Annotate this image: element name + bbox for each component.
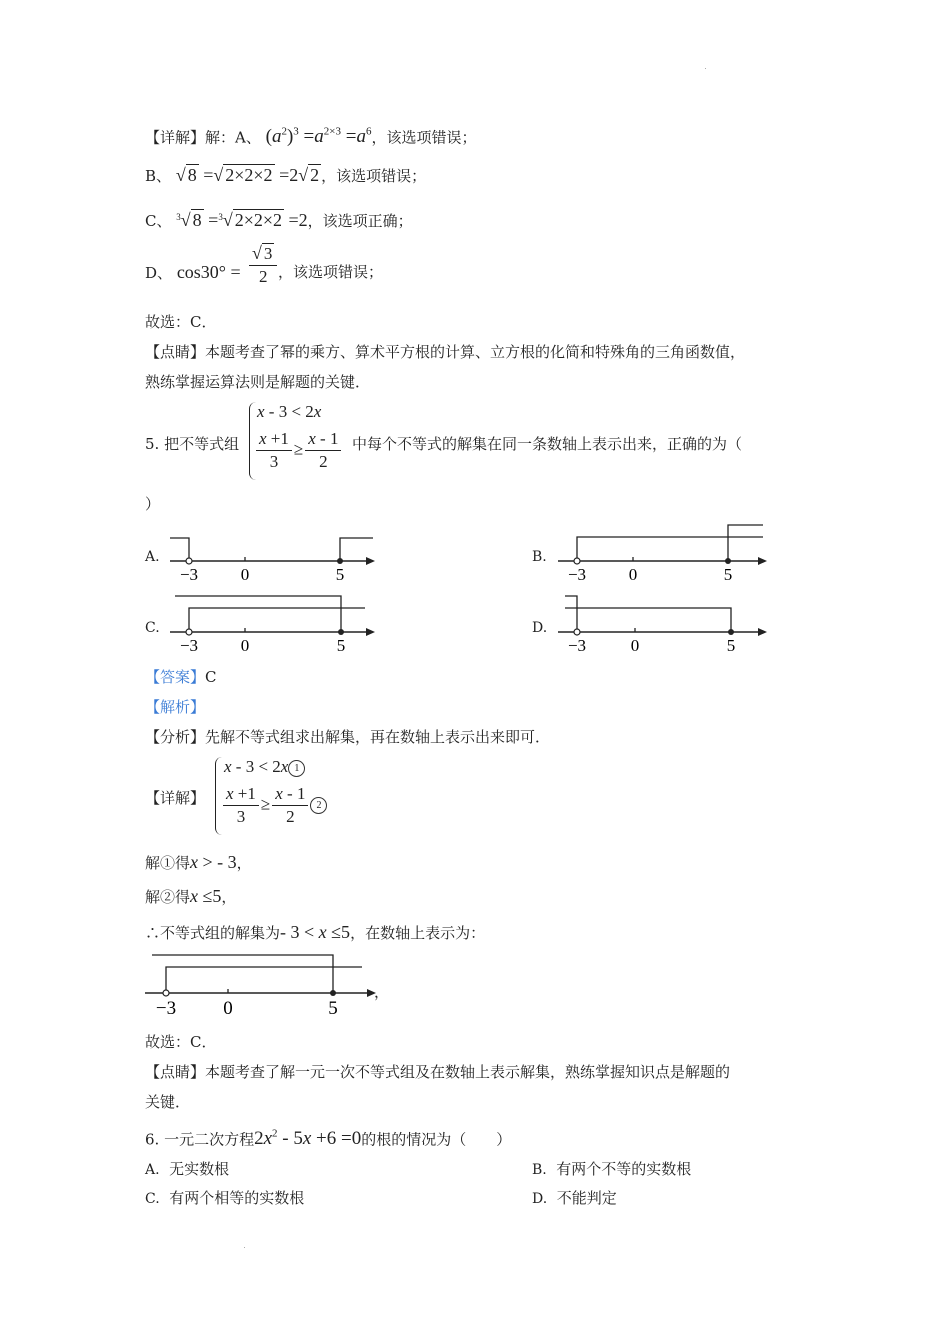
q5-answer-label: 【答案】 bbox=[145, 668, 206, 686]
q5-option-b-tick-0: 0 bbox=[628, 565, 638, 584]
q6-option-c bbox=[145, 1188, 304, 1209]
circle-one-marker: 1 bbox=[288, 760, 305, 777]
q4-choice: 故选：C． bbox=[145, 313, 217, 331]
q6-option-d bbox=[532, 1188, 617, 1209]
q4-comment-label: 【点睛】 bbox=[145, 343, 206, 361]
q6-option-a-label: A. bbox=[145, 1162, 160, 1178]
q5-sol3-prefix: ∴不等式组的解集为 bbox=[145, 924, 281, 942]
q6-stem-line bbox=[145, 1124, 511, 1149]
q5-option-c-label: C. bbox=[145, 620, 160, 636]
q5-after-line-comma: ， bbox=[374, 983, 390, 1001]
q5-detail-ineq1: x - 3 < 2x 1 bbox=[224, 757, 305, 777]
q5-option-b-tick-5: 5 bbox=[723, 565, 733, 584]
q6-number: 6. 一元二次方程 bbox=[145, 1130, 255, 1149]
q5-fenxi-text: 先解不等式组求出解集，再在数轴上表示出来即可． bbox=[205, 728, 551, 746]
q5-fenxi-label: 【分析】 bbox=[145, 728, 206, 746]
circle-two-marker: 2 bbox=[310, 797, 327, 814]
q6-option-a bbox=[145, 1159, 229, 1180]
q4-d-prefix: D、 bbox=[145, 264, 173, 282]
q5-option-b-numberline bbox=[555, 518, 785, 584]
q5-detail-label: 【详解】 bbox=[145, 789, 206, 807]
q5-option-c-numberline bbox=[165, 590, 385, 656]
q4-d-suffix: ，该选项错误； bbox=[278, 263, 384, 281]
q6-stem: 的根的情况为（ ） bbox=[361, 1130, 512, 1149]
q6-option-d-text: 不能判定 bbox=[556, 1189, 617, 1207]
q5-sol2-prefix: 解②得 bbox=[145, 888, 191, 906]
q5-sol1-prefix: 解①得 bbox=[145, 854, 191, 872]
q5-comment-text: 本题考查了解一元一次不等式组及在数轴上表示解集，熟练掌握知识点是解题的 bbox=[205, 1063, 731, 1081]
q5-sol2-comma: ， bbox=[221, 888, 237, 906]
q4-line-d bbox=[145, 262, 241, 283]
q5-analysis-label: 【解析】 bbox=[145, 698, 206, 716]
q4-c-formula: $^3$√ 8 =$^3$√ 2×2×2 =2 bbox=[176, 210, 308, 230]
q5-option-b-tick-neg3: −3 bbox=[567, 565, 587, 584]
q4-d-fraction: $\frac{√ 3}{2}$ bbox=[247, 242, 279, 288]
q5-option-d-label: D. bbox=[532, 620, 548, 636]
q5-detail-tick-0: 0 bbox=[223, 998, 233, 1019]
q6-option-b bbox=[532, 1159, 691, 1180]
q5-comment-2: 关键． bbox=[145, 1093, 191, 1111]
q5-sol3: ∴不等式组的解集为- 3 < x ≤5，在数轴上表示为： bbox=[145, 922, 486, 942]
q6-option-c-label: C. bbox=[145, 1191, 160, 1207]
q5-detail-tick-neg3: −3 bbox=[155, 998, 177, 1019]
q6-option-c-text: 有两个相等的实数根 bbox=[169, 1189, 305, 1207]
q5-option-a-tick-5: 5 bbox=[335, 565, 345, 584]
q5-option-c-tick-neg3: −3 bbox=[179, 636, 199, 655]
q4-b-suffix: ，该选项错误； bbox=[321, 167, 427, 185]
q5-comment-label: 【点睛】 bbox=[145, 1063, 206, 1081]
q5-system-ineq2: $\frac{x +1}{3}$ ≥ $\frac{x - 1}{2}$ bbox=[254, 428, 343, 473]
q5-option-d-tick-5: 5 bbox=[726, 636, 736, 655]
q4-comment-1 bbox=[145, 342, 745, 362]
q5-sol3-suffix: ，在数轴上表示为： bbox=[350, 924, 486, 942]
q6-option-d-label: D. bbox=[532, 1191, 548, 1207]
q5-option-b-label: B. bbox=[532, 549, 547, 565]
q5-option-a-tick-0: 0 bbox=[240, 565, 250, 584]
q5-sol1: 解①得x > - 3， bbox=[145, 852, 252, 872]
q4-line-c bbox=[145, 207, 413, 231]
q5-option-d-tick-0: 0 bbox=[630, 636, 640, 655]
q4-comment-2: 熟练掌握运算法则是解题的关键． bbox=[145, 373, 371, 391]
q4-detail-label: 【详解】 bbox=[145, 128, 206, 147]
q4-line-b bbox=[145, 165, 426, 186]
q5-option-a-numberline bbox=[165, 530, 385, 584]
q6-option-b-label: B. bbox=[532, 1162, 547, 1178]
q4-a-suffix: ，该选项错误； bbox=[371, 128, 477, 147]
q5-detail-tick-5: 5 bbox=[328, 998, 338, 1019]
q5-sol2: 解②得x ≤5， bbox=[145, 886, 237, 906]
q5-answer-value: C bbox=[205, 668, 217, 686]
q5-number: 5. 把不等式组 bbox=[145, 435, 240, 453]
q4-comment-text: 本题考查了幂的乘方、算术平方根的计算、立方根的化简和特殊角的三角函数值， bbox=[205, 343, 746, 361]
q6-option-a-text: 无实数根 bbox=[169, 1160, 230, 1178]
q5-sol1-comma: ， bbox=[236, 854, 252, 872]
q4-c-prefix: C、 bbox=[145, 212, 172, 230]
q4-a-formula: $(a^2)^3 =a^{2\times 3} =a^6$ bbox=[265, 126, 372, 148]
q4-b-prefix: B、 bbox=[145, 167, 172, 185]
q5-system-ineq1: x - 3 < 2x bbox=[257, 402, 322, 421]
q5-fenxi-line bbox=[145, 727, 550, 747]
q5-close-paren: ） bbox=[145, 495, 161, 513]
q5-choice: 故选：C． bbox=[145, 1033, 217, 1051]
corner-dot bbox=[244, 1247, 245, 1248]
q6-option-b-text: 有两个不等的实数根 bbox=[556, 1160, 692, 1178]
q5-option-a-label: A. bbox=[145, 549, 160, 565]
q6-equation: $2x^2 - 5x +6 =0$ bbox=[254, 1128, 362, 1150]
q4-d-formula: cos30° = bbox=[176, 262, 241, 282]
q5-option-a-tick-neg3: −3 bbox=[179, 565, 199, 584]
q5-comment-1 bbox=[145, 1062, 730, 1082]
q5-option-c-tick-5: 5 bbox=[336, 636, 346, 655]
q4-b-formula: √ 8 =√ 2×2×2 =2√ 2 bbox=[175, 165, 320, 185]
q5-answer-line bbox=[145, 667, 217, 687]
corner-dot bbox=[705, 68, 706, 69]
q5-option-d-numberline bbox=[555, 590, 785, 656]
q4-line-a bbox=[145, 122, 476, 147]
q5-detail-numberline bbox=[140, 948, 390, 1022]
q4-a-prefix: 解：A、 bbox=[205, 128, 261, 147]
q5-stem: 中每个不等式的解集在同一条数轴上表示出来，正确的为（ bbox=[352, 435, 743, 453]
q5-option-d-tick-neg3: −3 bbox=[567, 636, 587, 655]
q5-detail-ineq2: $\frac{x +1}{3}$ ≥ $\frac{x - 1}{2}$ 2 bbox=[221, 783, 327, 828]
q4-c-suffix: ，该选项正确； bbox=[307, 212, 413, 230]
q5-option-c-tick-0: 0 bbox=[240, 636, 250, 655]
